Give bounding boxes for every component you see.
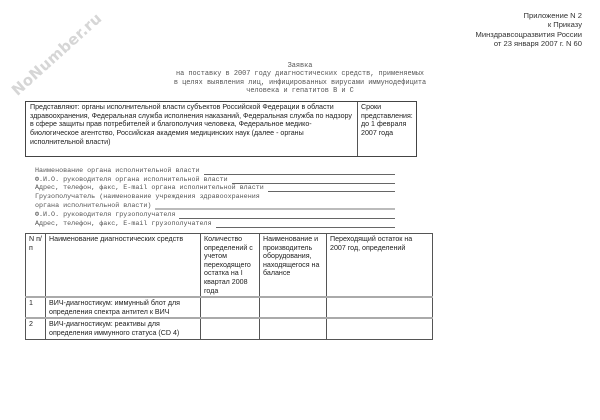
deadline-line: Сроки	[361, 103, 382, 111]
cell-remainder[interactable]	[327, 297, 433, 318]
form-field-authority-contacts[interactable]	[35, 184, 395, 193]
field-label: Ф.И.О. руководителя грузополучателя	[35, 210, 176, 219]
fill-line[interactable]	[155, 202, 395, 210]
form-field-consignee-head[interactable]	[35, 210, 395, 219]
submitters-text: Представляют: органы исполнительной власти субъектов Российской Федерации в области здравоохранения, Федеральная служба исполнения наказаний, Федеральная служба по надзору в сфере защиты прав потребителей и благополучия человека, Федеральное медико-биологическое агентство, Российская академия медицинских наук (далее - органы исполнительной власти)	[26, 102, 358, 156]
document-title	[140, 62, 460, 96]
form-field-consignee-contacts[interactable]	[35, 219, 395, 228]
table-header-row	[26, 234, 433, 298]
header-name: Наименование диагностических средств	[46, 234, 201, 298]
form-field-authority-head[interactable]	[35, 175, 395, 184]
submitters-box	[25, 101, 417, 157]
header-quantity: Количество определений с учетом переходящего остатка на I квартал 2008 года	[201, 234, 260, 298]
field-label: Наименование органа исполнительной власти	[35, 166, 200, 175]
title-line: в целях выявления лиц, инфицированных вирусами иммунодефицита	[173, 78, 427, 87]
cell-equipment[interactable]	[260, 318, 327, 339]
fill-line[interactable]	[179, 212, 395, 219]
cell-quantity[interactable]	[201, 297, 260, 318]
form-field-consignee[interactable]	[35, 192, 395, 201]
field-label: Адрес, телефон, факс, E-mail грузополучателя	[35, 219, 212, 228]
cell-name: ВИЧ-диагностикум: иммунный блот для определения спектра антител к ВИЧ	[46, 297, 201, 318]
cell-name: ВИЧ-диагностикум: реактивы для определения иммунного статуса (CD 4)	[46, 318, 201, 339]
fill-line[interactable]	[216, 221, 395, 228]
field-label: Адрес, телефон, факс, E-mail органа исполнительной власти	[35, 184, 264, 193]
diagnostics-table	[25, 233, 433, 340]
form-field-authority-name[interactable]	[35, 166, 395, 175]
deadline-line: 2007 года	[361, 129, 394, 138]
title-line: Заявка	[287, 62, 313, 70]
table-row	[26, 297, 433, 318]
field-label: органа исполнительной власти)	[35, 201, 152, 210]
header-equipment: Наименование и производитель оборудования, находящегося на балансе	[260, 234, 327, 298]
appendix-line: Приложение N 2	[523, 11, 582, 20]
form-field-consignee-cont[interactable]	[35, 201, 395, 210]
header-remainder: Переходящий остаток на 2007 год, определений	[327, 234, 433, 298]
cell-num: 2	[26, 318, 46, 339]
appendix-line: Минздравсоцразвития России	[475, 29, 582, 39]
cell-remainder[interactable]	[327, 318, 433, 339]
header-num: N п/п	[26, 234, 46, 298]
cell-quantity[interactable]	[201, 318, 260, 339]
field-label: Ф.И.О. руководителя органа исполнительной власти	[35, 175, 228, 184]
fill-line[interactable]	[204, 168, 395, 175]
cell-num: 1	[26, 297, 46, 318]
deadline-line: представления:	[361, 111, 413, 120]
appendix-header	[476, 11, 582, 49]
fill-line[interactable]	[268, 185, 395, 192]
title-line: на поставку в 2007 году диагностических средств, применяемых	[175, 70, 425, 79]
title-line: человека и гепатитов B и C	[246, 87, 354, 96]
appendix-line: к Приказу	[547, 20, 582, 30]
cell-equipment[interactable]	[260, 297, 327, 318]
appendix-line: от 23 января 2007 г. N 60	[493, 39, 582, 49]
deadline-line: до 1 февраля	[361, 120, 407, 129]
watermark: NoNumber.ru	[8, 9, 106, 100]
form-fields	[35, 166, 395, 228]
fill-line[interactable]	[232, 177, 395, 184]
table-row	[26, 318, 433, 339]
field-label: Грузополучатель (наименование учреждения здравоохранения	[35, 193, 260, 202]
deadline-cell	[358, 102, 416, 156]
